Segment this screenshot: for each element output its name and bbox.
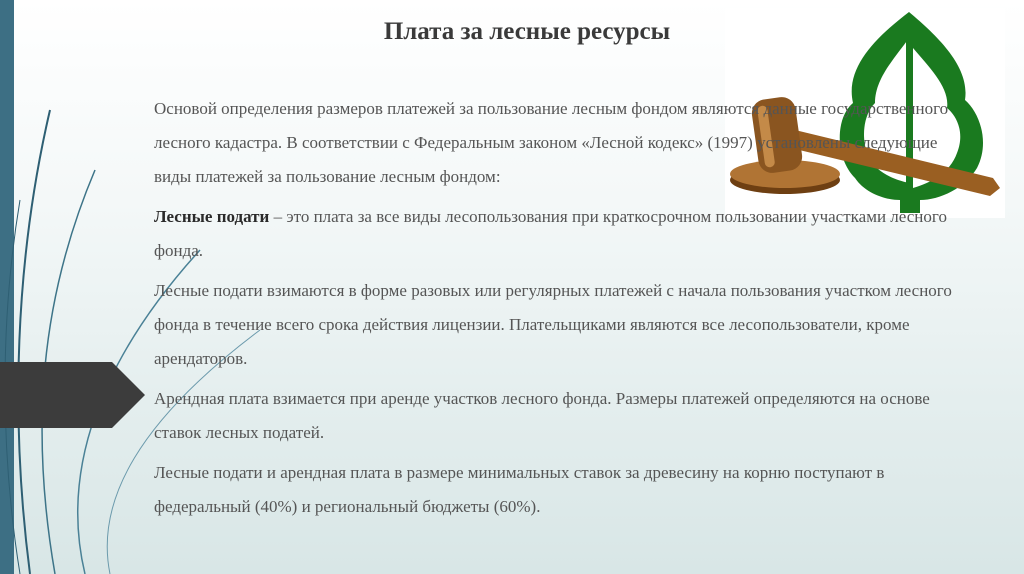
paragraph-budget: Лесные подати и арендная плата в размере минимальных ставок за древесину на корню поступают в федеральный (40%) и региональный бюджеты (60%). xyxy=(154,463,885,516)
slide-title: Плата за лесные ресурсы xyxy=(383,18,671,45)
slide-body xyxy=(154,92,954,530)
paragraph-rent: Арендная плата взимается при аренде участков лесного фонда. Размеры платежей определяются на основе ставок лесных податей. xyxy=(154,389,930,442)
paragraph-tax-collection: Лесные подати взимаются в форме разовых или регулярных платежей с начала пользования участком лесного фонда в течение всего срока действия лицензии. Плательщиками являются все лесопользователи, кроме арендаторов. xyxy=(154,281,952,368)
arrow-shape xyxy=(0,362,145,428)
term-forest-taxes: Лесные подати xyxy=(154,207,270,226)
paragraph-intro: Основой определения размеров платежей за пользование лесным фондом являются данные государственного лесного кадастра. В соответствии с Федеральным законом «Лесной кодекс» (1997) установлены следующие виды платежей за пользование лесным фондом: xyxy=(154,99,949,186)
paragraph-forest-taxes: Лесные подати – это плата за все виды лесопользования при краткосрочном пользовании участками лесного фонда. xyxy=(154,207,947,260)
